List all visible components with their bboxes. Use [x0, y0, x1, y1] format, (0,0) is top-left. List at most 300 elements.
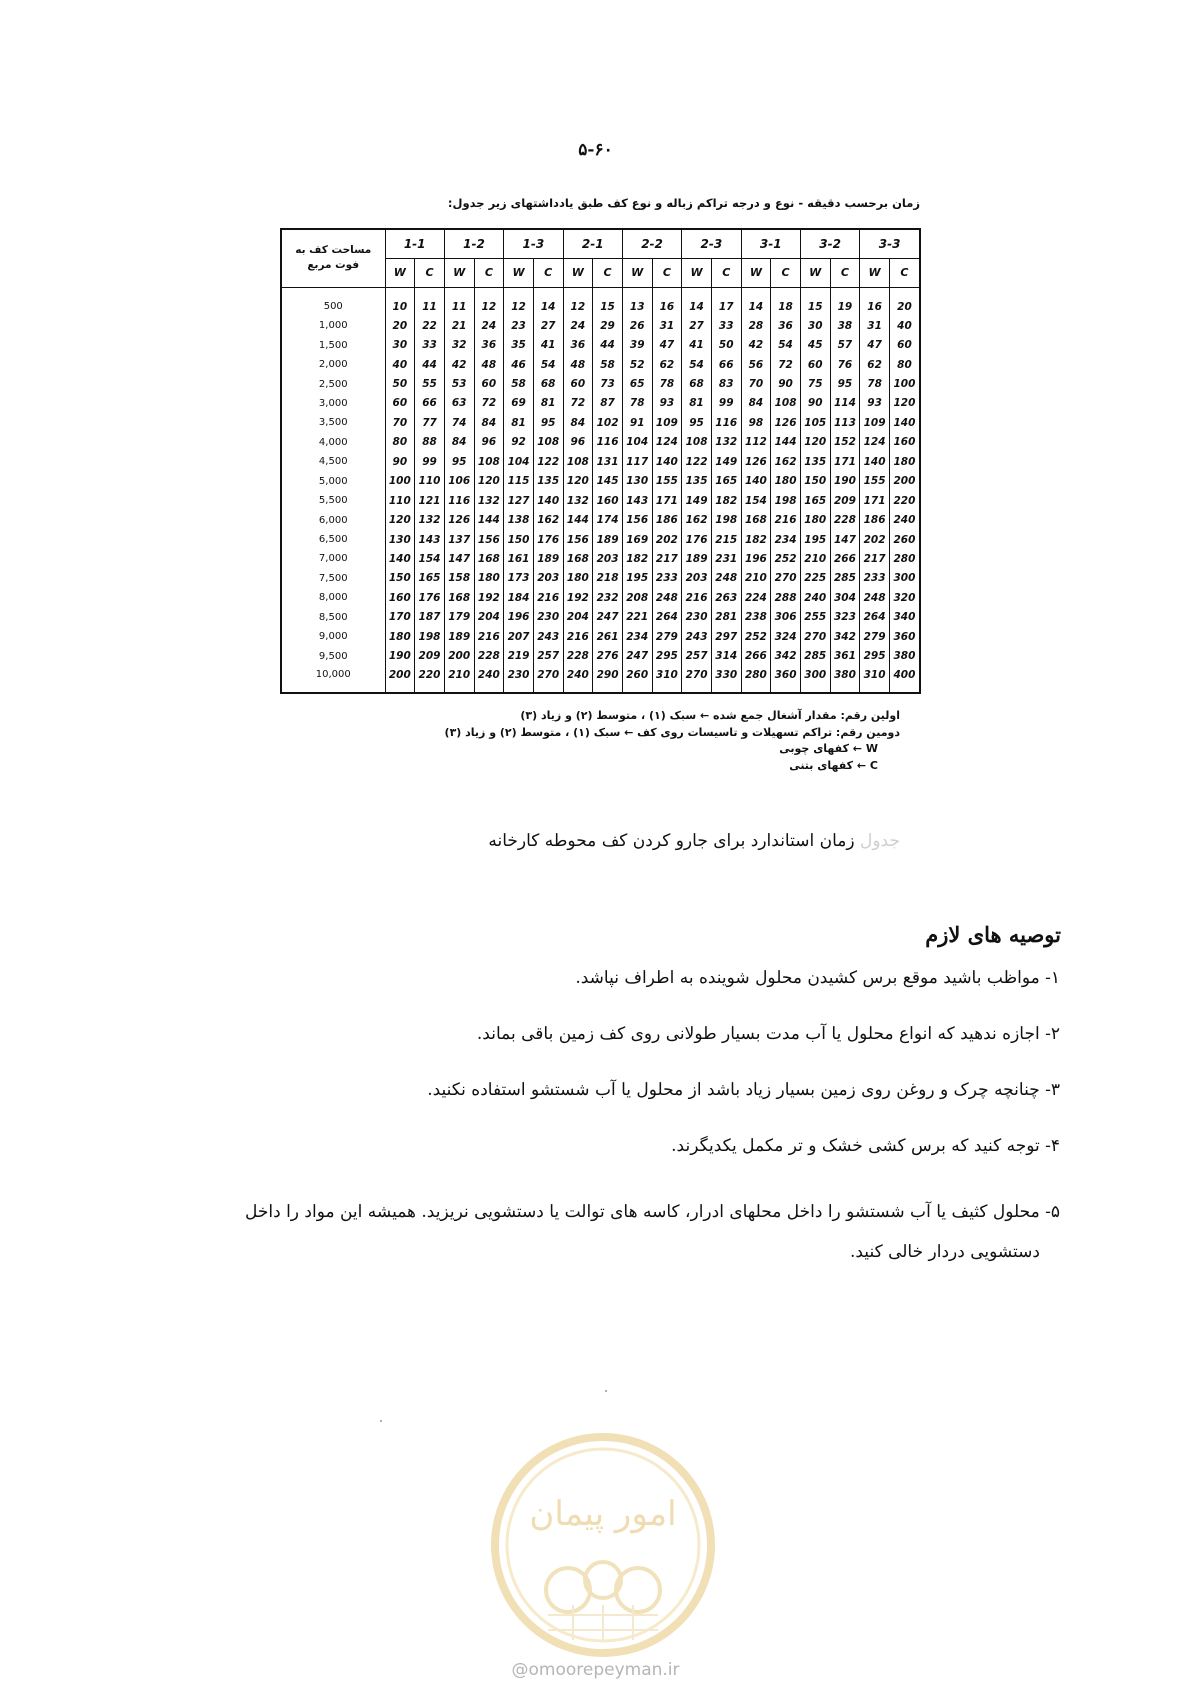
time-cell: 160 — [385, 588, 415, 607]
subheader-wood: W — [800, 258, 830, 287]
time-cell: 132 — [415, 510, 445, 529]
time-cell: 108 — [771, 394, 801, 413]
time-cell: 228 — [563, 646, 593, 665]
time-cell: 270 — [800, 627, 830, 646]
time-cell: 124 — [652, 433, 682, 452]
time-cell: 114 — [830, 394, 860, 413]
time-cell: 173 — [504, 569, 534, 588]
time-cell: 215 — [711, 530, 741, 549]
table-row — [281, 335, 920, 354]
time-cell: 13 — [622, 287, 652, 316]
time-cell: 48 — [474, 355, 504, 374]
time-cell: 73 — [593, 374, 623, 393]
time-cell: 60 — [474, 374, 504, 393]
time-cell: 196 — [741, 549, 771, 568]
time-cell: 70 — [385, 413, 415, 432]
gear-icon — [546, 1562, 660, 1612]
time-cell: 304 — [830, 588, 860, 607]
time-cell: 40 — [385, 355, 415, 374]
time-cell: 78 — [652, 374, 682, 393]
time-cell: 264 — [652, 608, 682, 627]
time-cell: 105 — [800, 413, 830, 432]
time-cell: 96 — [563, 433, 593, 452]
time-cell: 260 — [889, 530, 920, 549]
time-cell: 243 — [533, 627, 563, 646]
table-row — [281, 287, 920, 316]
time-cell: 243 — [682, 627, 712, 646]
subheader-wood: W — [682, 258, 712, 287]
time-cell: 36 — [771, 316, 801, 335]
time-cell: 50 — [711, 335, 741, 354]
time-cell: 360 — [771, 666, 801, 693]
time-cell: 81 — [533, 394, 563, 413]
time-cell: 140 — [385, 549, 415, 568]
legend-line-concrete: C ← کفهای بتنی — [789, 758, 878, 772]
time-cell: 202 — [652, 530, 682, 549]
table-row — [281, 569, 920, 588]
time-cell: 36 — [563, 335, 593, 354]
time-cell: 120 — [385, 510, 415, 529]
time-cell: 280 — [741, 666, 771, 693]
time-cell: 90 — [771, 374, 801, 393]
time-cell: 100 — [889, 374, 920, 393]
time-cell: 195 — [800, 530, 830, 549]
time-cell: 57 — [830, 335, 860, 354]
subheader-wood: W — [741, 258, 771, 287]
time-cell: 55 — [415, 374, 445, 393]
time-cell: 24 — [474, 316, 504, 335]
time-cell: 179 — [444, 608, 474, 627]
time-cell: 270 — [533, 666, 563, 693]
time-cell: 30 — [385, 335, 415, 354]
subheader-concrete: C — [771, 258, 801, 287]
time-cell: 240 — [889, 510, 920, 529]
time-cell: 84 — [563, 413, 593, 432]
table-row — [281, 588, 920, 607]
time-cell: 330 — [711, 666, 741, 693]
time-cell: 248 — [652, 588, 682, 607]
time-cell: 216 — [771, 510, 801, 529]
recommendation-item: ۲- اجازه ندهید که انواع محلول یا آب مدت بسیار طولانی روی کف زمین باقی بماند. — [476, 1024, 1060, 1044]
time-cell: 228 — [830, 510, 860, 529]
area-cell: 8,000 — [318, 592, 348, 604]
time-cell: 186 — [860, 510, 890, 529]
time-cell: 168 — [444, 588, 474, 607]
time-cell: 300 — [800, 666, 830, 693]
time-cell: 104 — [622, 433, 652, 452]
time-cell: 203 — [682, 569, 712, 588]
time-cell: 78 — [622, 394, 652, 413]
time-cell: 252 — [771, 549, 801, 568]
time-cell: 156 — [622, 510, 652, 529]
time-cell: 96 — [474, 433, 504, 452]
time-cell: 152 — [830, 433, 860, 452]
time-cell: 122 — [533, 452, 563, 471]
time-cell: 202 — [860, 530, 890, 549]
time-cell: 20 — [385, 316, 415, 335]
time-cell: 189 — [682, 549, 712, 568]
area-cell: 10,000 — [315, 669, 351, 681]
time-cell: 126 — [741, 452, 771, 471]
time-cell: 66 — [415, 394, 445, 413]
time-cell: 219 — [504, 646, 534, 665]
time-cell: 225 — [800, 569, 830, 588]
time-cell: 198 — [771, 491, 801, 510]
time-cell: 54 — [682, 355, 712, 374]
time-cell: 132 — [474, 491, 504, 510]
time-cell: 106 — [444, 472, 474, 491]
time-cell: 204 — [563, 608, 593, 627]
group-header: 3-1 — [741, 229, 800, 258]
time-cell: 342 — [830, 627, 860, 646]
time-cell: 109 — [652, 413, 682, 432]
table-body — [281, 287, 920, 693]
time-cell: 124 — [860, 433, 890, 452]
time-cell: 12 — [504, 287, 534, 316]
time-cell: 248 — [860, 588, 890, 607]
group-header: 2-3 — [682, 229, 741, 258]
time-cell: 102 — [593, 413, 623, 432]
time-cell: 77 — [415, 413, 445, 432]
time-cell: 165 — [415, 569, 445, 588]
time-cell: 60 — [800, 355, 830, 374]
area-cell: 4,500 — [318, 456, 348, 468]
time-cell: 180 — [771, 472, 801, 491]
time-cell: 121 — [415, 491, 445, 510]
time-cell: 60 — [385, 394, 415, 413]
time-cell: 58 — [504, 374, 534, 393]
time-cell: 42 — [444, 355, 474, 374]
time-cell: 180 — [474, 569, 504, 588]
time-cell: 324 — [771, 627, 801, 646]
time-cell: 83 — [711, 374, 741, 393]
time-cell: 31 — [860, 316, 890, 335]
time-cell: 140 — [652, 452, 682, 471]
time-cell: 147 — [830, 530, 860, 549]
time-cell: 144 — [771, 433, 801, 452]
time-cell: 108 — [563, 452, 593, 471]
time-cell: 130 — [385, 530, 415, 549]
time-cell: 104 — [504, 452, 534, 471]
time-cell: 120 — [474, 472, 504, 491]
subheader-concrete: C — [830, 258, 860, 287]
time-cell: 20 — [889, 287, 920, 316]
recommendation-item: ۱- مواظب باشید موقع برس کشیدن محلول شوینده به اطراف نپاشد. — [575, 968, 1060, 988]
time-cell: 23 — [504, 316, 534, 335]
time-cell: 270 — [682, 666, 712, 693]
time-cell: 100 — [385, 472, 415, 491]
time-cell: 138 — [504, 510, 534, 529]
time-cell: 27 — [682, 316, 712, 335]
time-cell: 180 — [385, 627, 415, 646]
time-cell: 400 — [889, 666, 920, 693]
time-cell: 14 — [741, 287, 771, 316]
page-number: ۵-۶۰ — [578, 140, 613, 160]
time-cell: 230 — [682, 608, 712, 627]
time-cell: 32 — [444, 335, 474, 354]
time-cell: 110 — [385, 491, 415, 510]
time-cell: 44 — [415, 355, 445, 374]
time-cell: 150 — [385, 569, 415, 588]
time-cell: 135 — [682, 472, 712, 491]
group-header: 1-1 — [385, 229, 444, 258]
time-cell: 147 — [444, 549, 474, 568]
time-cell: 182 — [711, 491, 741, 510]
scan-speck — [380, 1420, 382, 1422]
time-cell: 16 — [652, 287, 682, 316]
time-cell: 120 — [563, 472, 593, 491]
time-cell: 11 — [415, 287, 445, 316]
time-cell: 11 — [444, 287, 474, 316]
time-cell: 72 — [771, 355, 801, 374]
time-cell: 187 — [415, 608, 445, 627]
subheader-concrete: C — [415, 258, 445, 287]
area-cell: 6,500 — [318, 534, 348, 546]
time-cell: 122 — [682, 452, 712, 471]
time-cell: 143 — [415, 530, 445, 549]
watermark-site-text: omoorepeyman.ir — [528, 1660, 680, 1680]
time-cell: 140 — [889, 413, 920, 432]
time-cell: 28 — [741, 316, 771, 335]
time-cell: 92 — [504, 433, 534, 452]
time-cell: 155 — [860, 472, 890, 491]
time-cell: 180 — [889, 452, 920, 471]
time-cell: 80 — [889, 355, 920, 374]
time-cell: 230 — [504, 666, 534, 693]
time-cell: 47 — [652, 335, 682, 354]
time-cell: 300 — [889, 569, 920, 588]
time-cell: 132 — [563, 491, 593, 510]
time-cell: 189 — [444, 627, 474, 646]
time-cell: 68 — [682, 374, 712, 393]
time-cell: 84 — [444, 433, 474, 452]
time-cell: 65 — [622, 374, 652, 393]
time-cell: 90 — [800, 394, 830, 413]
area-header-line2: فوت مربع — [307, 259, 360, 272]
group-header: 1-2 — [444, 229, 503, 258]
legend-line-second-digit: دومین رقم: تراکم تسهیلات و تاسیسات روی کف ← سبک (۱) ، متوسط (۲) و زیاد (۳) — [444, 725, 900, 739]
time-cell: 230 — [533, 608, 563, 627]
time-cell: 266 — [830, 549, 860, 568]
time-cell: 44 — [593, 335, 623, 354]
time-cell: 264 — [860, 608, 890, 627]
recommendation-line: ۵- محلول کثیف یا آب شستشو را داخل محلهای ادرار، کاسه های توالت یا دستشویی نریزید. همیشه این مواد را داخل — [244, 1202, 1060, 1222]
time-cell: 39 — [622, 335, 652, 354]
figure-caption-label: جدول — [860, 831, 900, 851]
time-cell: 189 — [593, 530, 623, 549]
area-cell: 3,000 — [318, 397, 348, 409]
time-cell: 276 — [593, 646, 623, 665]
time-cell: 160 — [593, 491, 623, 510]
area-cell: 1,500 — [318, 339, 348, 351]
time-cell: 17 — [711, 287, 741, 316]
time-cell: 38 — [830, 316, 860, 335]
time-cell: 14 — [533, 287, 563, 316]
time-cell: 196 — [504, 608, 534, 627]
time-cell: 42 — [741, 335, 771, 354]
time-cell: 117 — [622, 452, 652, 471]
time-cell: 320 — [889, 588, 920, 607]
time-cell: 140 — [741, 472, 771, 491]
time-cell: 200 — [385, 666, 415, 693]
area-cell: 9,000 — [318, 631, 348, 643]
time-cell: 165 — [800, 491, 830, 510]
time-cell: 233 — [860, 569, 890, 588]
time-cell: 149 — [711, 452, 741, 471]
area-cell: 2,500 — [318, 378, 348, 390]
time-cell: 180 — [800, 510, 830, 529]
time-cell: 198 — [711, 510, 741, 529]
subheader-concrete: C — [711, 258, 741, 287]
time-cell: 66 — [711, 355, 741, 374]
time-cell: 297 — [711, 627, 741, 646]
time-cell: 56 — [741, 355, 771, 374]
subheader-concrete: C — [652, 258, 682, 287]
time-cell: 310 — [652, 666, 682, 693]
time-cell: 171 — [860, 491, 890, 510]
time-cell: 247 — [593, 608, 623, 627]
time-cell: 62 — [860, 355, 890, 374]
time-cell: 126 — [771, 413, 801, 432]
watermark-site — [0, 1660, 1191, 1680]
time-cell: 252 — [741, 627, 771, 646]
time-cell: 182 — [622, 549, 652, 568]
time-cell: 306 — [771, 608, 801, 627]
time-cell: 257 — [682, 646, 712, 665]
table-row — [281, 530, 920, 549]
table-row — [281, 472, 920, 491]
subheader-wood: W — [385, 258, 415, 287]
time-cell: 171 — [830, 452, 860, 471]
subheader-concrete: C — [533, 258, 563, 287]
area-cell: 6,000 — [318, 514, 348, 526]
table-row — [281, 666, 920, 693]
time-cell: 40 — [889, 316, 920, 335]
area-cell: 5,500 — [318, 495, 348, 507]
time-cell: 380 — [889, 646, 920, 665]
time-cell: 15 — [593, 287, 623, 316]
sweeping-time-table — [280, 228, 921, 694]
time-cell: 162 — [533, 510, 563, 529]
group-header: 1-3 — [504, 229, 563, 258]
time-cell: 48 — [563, 355, 593, 374]
time-cell: 95 — [830, 374, 860, 393]
time-cell: 127 — [504, 491, 534, 510]
area-cell: 8,500 — [318, 611, 348, 623]
time-cell: 234 — [622, 627, 652, 646]
time-cell: 186 — [652, 510, 682, 529]
time-cell: 62 — [652, 355, 682, 374]
time-cell: 154 — [741, 491, 771, 510]
time-cell: 108 — [682, 433, 712, 452]
time-cell: 108 — [474, 452, 504, 471]
time-cell: 95 — [682, 413, 712, 432]
table-row — [281, 491, 920, 510]
subheader-concrete: C — [889, 258, 920, 287]
time-cell: 295 — [860, 646, 890, 665]
time-cell: 240 — [800, 588, 830, 607]
time-cell: 155 — [652, 472, 682, 491]
time-cell: 21 — [444, 316, 474, 335]
recommendation-item: ۴- توجه کنید که برس کشی خشک و تر مکمل یکدیگرند. — [671, 1136, 1060, 1156]
time-cell: 41 — [682, 335, 712, 354]
time-cell: 168 — [741, 510, 771, 529]
time-cell: 182 — [741, 530, 771, 549]
time-cell: 220 — [415, 666, 445, 693]
time-cell: 340 — [889, 608, 920, 627]
table-legend — [380, 708, 900, 774]
subheader-wood: W — [504, 258, 534, 287]
time-cell: 10 — [385, 287, 415, 316]
time-cell: 270 — [771, 569, 801, 588]
time-cell: 81 — [682, 394, 712, 413]
time-cell: 149 — [682, 491, 712, 510]
time-cell: 154 — [415, 549, 445, 568]
time-cell: 216 — [682, 588, 712, 607]
area-cell: 5,000 — [318, 475, 348, 487]
time-cell: 162 — [682, 510, 712, 529]
area-cell: 7,000 — [318, 553, 348, 565]
time-cell: 198 — [415, 627, 445, 646]
time-cell: 120 — [889, 394, 920, 413]
group-header: 3-3 — [860, 229, 920, 258]
figure-caption — [300, 831, 900, 851]
time-cell: 18 — [771, 287, 801, 316]
table-row — [281, 374, 920, 393]
time-cell: 93 — [652, 394, 682, 413]
time-cell: 210 — [741, 569, 771, 588]
time-cell: 68 — [533, 374, 563, 393]
time-cell: 203 — [533, 569, 563, 588]
time-cell: 176 — [415, 588, 445, 607]
time-cell: 263 — [711, 588, 741, 607]
time-cell: 41 — [533, 335, 563, 354]
time-cell: 168 — [563, 549, 593, 568]
time-cell: 14 — [682, 287, 712, 316]
time-cell: 231 — [711, 549, 741, 568]
subheader-wood: W — [860, 258, 890, 287]
time-cell: 81 — [504, 413, 534, 432]
time-cell: 46 — [504, 355, 534, 374]
time-cell: 88 — [415, 433, 445, 452]
time-cell: 70 — [741, 374, 771, 393]
time-cell: 266 — [741, 646, 771, 665]
time-cell: 161 — [504, 549, 534, 568]
time-cell: 234 — [771, 530, 801, 549]
time-cell: 240 — [563, 666, 593, 693]
time-cell: 31 — [652, 316, 682, 335]
table-group-header-row — [281, 229, 920, 258]
time-cell: 140 — [860, 452, 890, 471]
time-cell: 144 — [474, 510, 504, 529]
time-cell: 232 — [593, 588, 623, 607]
area-cell: 4,000 — [318, 436, 348, 448]
time-cell: 12 — [563, 287, 593, 316]
time-cell: 295 — [652, 646, 682, 665]
time-cell: 150 — [504, 530, 534, 549]
time-cell: 176 — [682, 530, 712, 549]
time-cell: 19 — [830, 287, 860, 316]
time-cell: 208 — [622, 588, 652, 607]
time-cell: 72 — [474, 394, 504, 413]
time-cell: 217 — [652, 549, 682, 568]
section-title: توصیه های لازم — [925, 922, 1061, 947]
area-cell: 9,500 — [318, 650, 348, 662]
table-row — [281, 452, 920, 471]
area-cell: 2,000 — [318, 359, 348, 371]
time-cell: 281 — [711, 608, 741, 627]
table-row — [281, 433, 920, 452]
